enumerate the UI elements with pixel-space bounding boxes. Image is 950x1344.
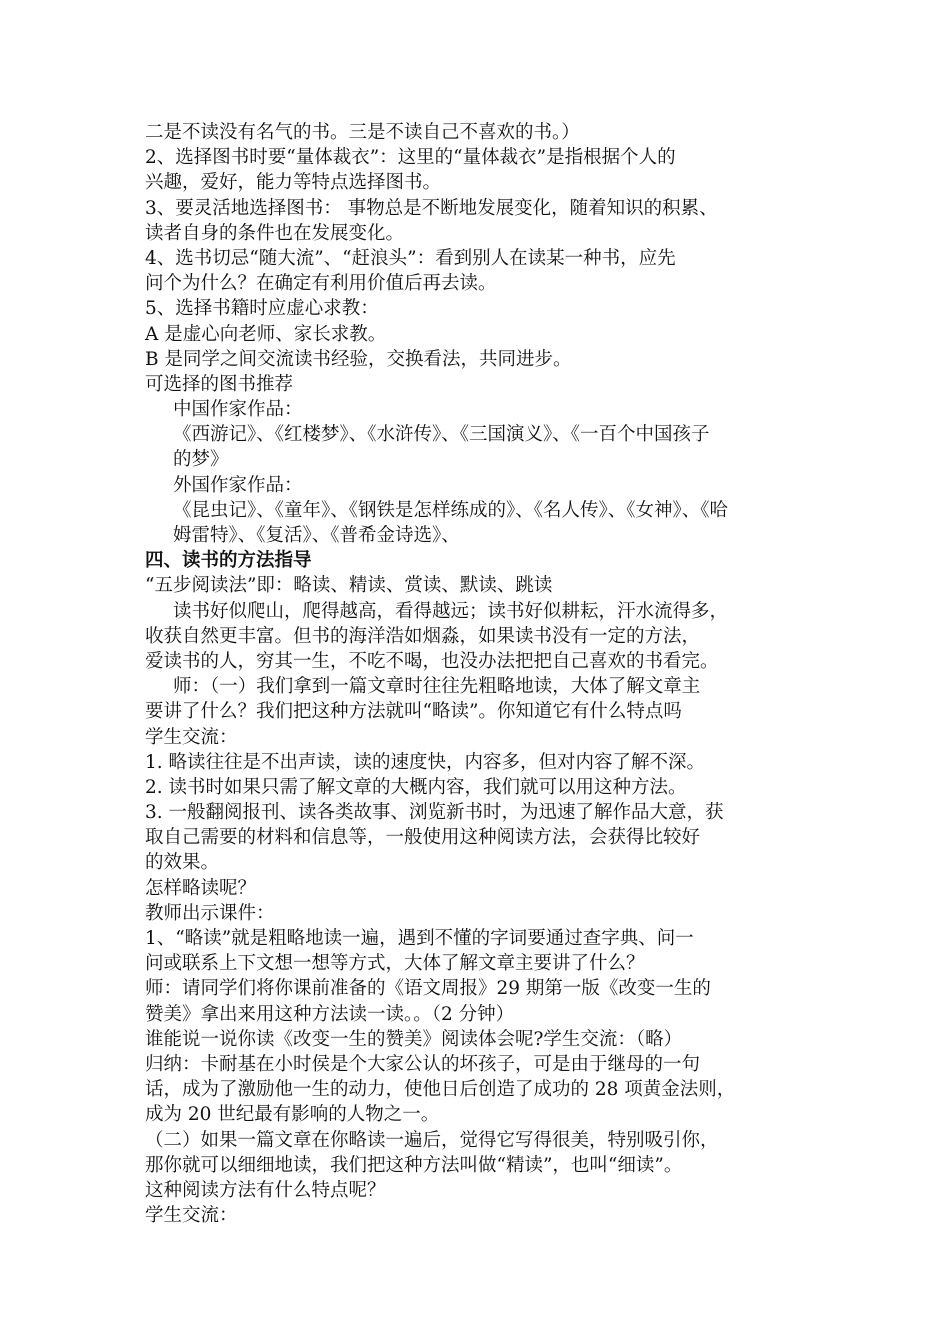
text-line: 4、选书切忌“随大流”、“赶浪头”：看到别人在读某一种书，应先 — [145, 247, 676, 269]
text-line: 《昆虫记》、《童年》、《钢铁是怎样练成的》、《名人传》、《女神》、《哈 — [173, 499, 729, 521]
text-line: 归纳：卡耐基在小时侯是个大家公认的坏孩子，可是由于继母的一句 — [145, 1053, 701, 1075]
text-line: 可选择的图书推荐 — [145, 373, 294, 395]
text-line: 话，成为了激励他一生的动力，使他日后创造了成功的 28 项黄金法则， — [145, 1079, 736, 1101]
text-line: 取自己需要的材料和信息等，一般使用这种阅读方法，会获得比较好 — [145, 827, 701, 849]
text-line: B 是同学之间交流读书经验，交换看法，共同进步。 — [145, 348, 572, 370]
text-line: 2. 读书时如果只需了解文章的大概内容，我们就可以用这种方法。 — [145, 776, 687, 798]
text-line: 3、要灵活地选择图书： 事物总是不断地发展变化，随着知识的积累、 — [145, 197, 718, 219]
text-line: 谁能说一说你读《改变一生的赞美》阅读体会呢?学生交流：（略） — [145, 1028, 683, 1050]
text-line: 兴趣，爱好，能力等特点选择图书。 — [145, 172, 442, 194]
text-line: 姆雷特》、《复活》、《普希金诗选》、 — [173, 525, 460, 546]
text-line: 读者自身的条件也在发展变化。 — [145, 222, 405, 244]
text-line: 教师出示课件： — [145, 902, 275, 924]
text-line: （二）如果一篇文章在你略读一遍后，觉得它写得很美，特别吸引你， — [145, 1129, 719, 1151]
text-line: 这种阅读方法有什么特点呢？ — [145, 1179, 386, 1201]
text-line: 读书好似爬山，爬得越高，看得越远；读书好似耕耘，汗水流得多， — [173, 600, 729, 622]
text-line: 怎样略读呢？ — [145, 877, 257, 899]
text-line: 学生交流： — [145, 1205, 238, 1227]
text-line: 问或联系上下文想一想等方式，大体了解文章主要讲了什么？ — [145, 953, 645, 975]
section-heading: 四、读书的方法指导 — [145, 550, 312, 572]
text-line: 5、选择书籍时应虚心求教： — [145, 298, 379, 320]
text-line: 成为 20 世纪最有影响的人物之一。 — [145, 1104, 440, 1126]
text-line: 3. 一般翻阅报刊、读各类故事、浏览新书时，为迅速了解作品大意，获 — [145, 802, 724, 824]
text-line: 《西游记》、《红楼梦》、《水浒传》、《三国演义》、《一百个中国孩子 — [173, 424, 710, 446]
text-line: 的效果。 — [145, 852, 220, 874]
text-line: 问个为什么？在确定有利用价值后再去读。 — [145, 273, 497, 295]
text-line: 师：（一）我们拿到一篇文章时往往先粗略地读，大体了解文章主 — [173, 676, 701, 698]
text-line: “五步阅读法”即：略读、精读、赏读、默读、跳读 — [145, 575, 553, 597]
text-line: 1. 略读往往是不出声读，读的速度快，内容多，但对内容了解不深。 — [145, 751, 706, 773]
text-line: 二是不读没有名气的书。三是不读自己不喜欢的书。） — [145, 122, 580, 143]
text-line: 中国作家作品： — [173, 399, 303, 421]
text-line: 学生交流： — [145, 726, 238, 748]
text-line: 外国作家作品： — [173, 474, 303, 496]
document-page — [145, 120, 825, 1228]
text-line: 要讲了什么？我们把这种方法就叫“略读”。你知道它有什么特点吗 — [145, 701, 682, 723]
text-line: 师：请同学们将你课前准备的《语文周报》29 期第一版《改变一生的 — [145, 978, 711, 1000]
text-line: 1、“略读”就是粗略地读一遍，遇到不懂的字词要通过查字典、问一 — [145, 928, 694, 949]
text-line: 那你就可以细细地读，我们把这种方法叫做“精读”，也叫“细读”。 — [145, 1154, 683, 1176]
text-line: 爱读书的人，穷其一生，不吃不喝，也没办法把把自己喜欢的书看完。 — [145, 650, 719, 672]
text-line: 的梦》 — [173, 449, 229, 471]
text-line: 2、选择图书时要“量体裁衣”：这里的“量体裁衣”是指根据个人的 — [145, 147, 676, 169]
text-line: A 是虚心向老师、家长求教。 — [145, 323, 387, 345]
text-line: 赞美》拿出来用这种方法读一读。。（2 分钟） — [145, 1003, 515, 1025]
text-line: 收获自然更丰富。但书的海洋浩如烟淼，如果读书没有一定的方法， — [145, 625, 701, 647]
